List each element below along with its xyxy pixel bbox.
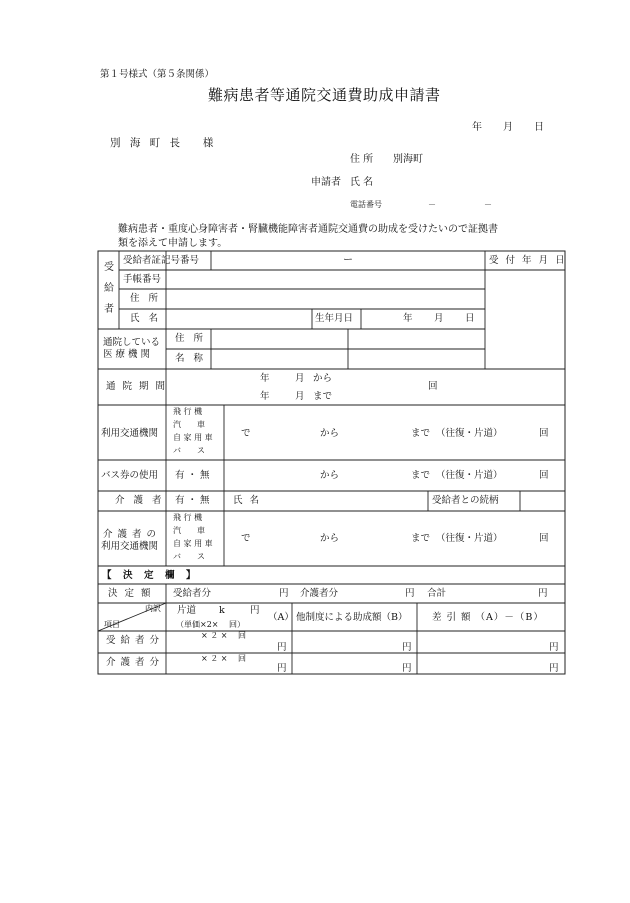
recipient-row-label: 受 給 者 分 [106,635,161,646]
decision-total-yen: 円 [538,588,548,599]
birthdate-label: 生年月日 [315,313,354,324]
cg-transport-mode-car: 自 家 用 車 [173,539,213,548]
breakdown-label: 内訳 [145,604,161,613]
period-times: 回 [428,381,438,392]
transport-round-trip: （往復・片道） [436,428,503,439]
date-year-label: 年 [472,122,482,133]
transport-label: 利用交通機関 [101,428,159,439]
cg-transport-from: から [320,533,340,544]
caregiver-transport-label-2: 利用交通機関 [101,541,159,552]
bus-ticket-from: から [320,470,340,481]
period-until: まで [313,391,333,402]
transport-mode-plane: 飛 行 機 [173,407,203,416]
cg-transport-round-trip: （往復・片道） [436,533,503,544]
decision-caregiver-share: 介護者分 [300,588,339,599]
cert-number-label: 受給者証記号番号 [123,255,200,266]
bus-ticket-label: バス券の使用 [101,470,159,481]
birth-day: 日 [465,313,475,324]
cg-transport-mode-plane: 飛 行 機 [173,513,203,522]
caregiver-name-label: 氏 名 [233,495,262,506]
date-day-label: 日 [534,122,544,133]
cg-transport-until: まで [411,533,431,544]
cert-number-dash: ー [343,255,353,266]
decision-section-label: 【 決 定 欄 】 [102,570,197,581]
recipient-row-yen-a: 円 [277,642,287,653]
applicant-address-label: 住 所 [350,154,374,165]
birth-month: 月 [434,313,444,324]
period-start-year: 年 [260,373,270,384]
transport-mode-train: 汽 車 [173,420,205,429]
institution-address-label: 住 所 [175,333,207,344]
other-system-label: 他制度による助成額（B） [296,612,408,623]
transport-mode-car: 自 家 用 車 [173,433,213,442]
cg-transport-mode-train: 汽 車 [173,526,205,535]
cg-transport-de: で [241,533,251,544]
decision-caregiver-yen: 円 [405,588,415,599]
decision-total: 合計 [427,588,447,599]
period-from: から [313,373,333,384]
decision-amount-label: 決 定 額 [108,588,153,599]
notebook-number-label: 手帳番号 [123,274,162,285]
transport-times: 回 [539,428,549,439]
caregiver-relation-label: 受給者との続柄 [432,495,499,506]
applicant-address-value: 別海町 [393,154,423,165]
recipient-name-label: 氏 名 [130,313,162,324]
applicant-role-label: 申請者 [311,177,341,188]
birth-year: 年 [403,313,413,324]
bus-ticket-round-trip: （往復・片道） [436,470,503,481]
applicant-name-label: 氏 名 [350,177,374,188]
intro-line-2: 類を添えて申請します。 [118,238,228,249]
unit-formula: （単価×2× 回） [176,620,246,629]
recipient-address-label: 住 所 [130,293,162,304]
caregiver-row-yen-a: 円 [277,663,287,674]
period-end-year: 年 [260,391,270,402]
date-month-label: 月 [503,122,513,133]
km-unit: k [219,605,225,616]
recipient-row-yen-b: 円 [402,642,412,653]
one-way-yen: 円 [250,605,260,616]
one-way-label: 片道 [177,605,197,616]
bus-ticket-times: 回 [539,470,549,481]
item-label: 項目 [104,620,120,629]
recipient-row-yen-c: 円 [549,642,559,653]
form-number: 第１号様式（第５条関係） [100,69,215,80]
period-label: 通 院 期 間 [106,381,168,392]
decision-recipient-share: 受給者分 [173,588,212,599]
applicant-phone-label: 電話番号 [350,200,382,209]
recipient-times-formula: × ２ × 回 [201,631,247,640]
institution-label-1: 通院している [103,337,161,348]
bus-ticket-yes-no: 有 ・ 無 [175,470,210,481]
bus-ticket-until: まで [411,470,431,481]
recipient-side-2: 給 [104,283,114,294]
caregiver-row-yen-b: 円 [402,663,412,674]
caregiver-times-formula: × ２ × 回 [201,654,247,663]
difference-label: 差 引 額 （A）－（B） [432,612,544,623]
institution-label-2: 医 療 機 関 [103,349,151,360]
recipient-mayor: 別 海 町 長 様 [110,137,217,149]
caregiver-yes-no: 有 ・ 無 [175,495,210,506]
intro-line-1: 難病患者・重度心身障害者・腎臓機能障害者通院交通費の助成を受けたいので証拠書 [118,224,498,235]
phone-dash-1: － [428,200,436,209]
transport-mode-bus: バ ス [173,446,205,455]
institution-name-label: 名 称 [175,353,207,364]
recipient-side-3: 者 [104,304,114,315]
transport-from: から [320,428,340,439]
phone-dash-2: － [484,200,492,209]
period-start-month: 月 [295,373,305,384]
decision-recipient-yen: 円 [279,588,289,599]
received-date-label: 受 付 年 月 日 [489,255,567,266]
period-end-month: 月 [295,391,305,402]
caregiver-label: 介 護 者 [115,495,165,506]
transport-until: まで [411,428,431,439]
caregiver-row-yen-c: 円 [549,663,559,674]
caregiver-transport-label-1: 介 護 者 の [103,529,158,540]
caregiver-row-label: 介 護 者 分 [106,657,161,668]
cg-transport-times: 回 [539,533,549,544]
form-title: 難病患者等通院交通費助成申請書 [208,86,441,104]
cg-transport-mode-bus: バ ス [173,552,205,561]
transport-de: で [241,428,251,439]
recipient-side-1: 受 [104,262,114,273]
a-mark: （A） [268,612,294,623]
